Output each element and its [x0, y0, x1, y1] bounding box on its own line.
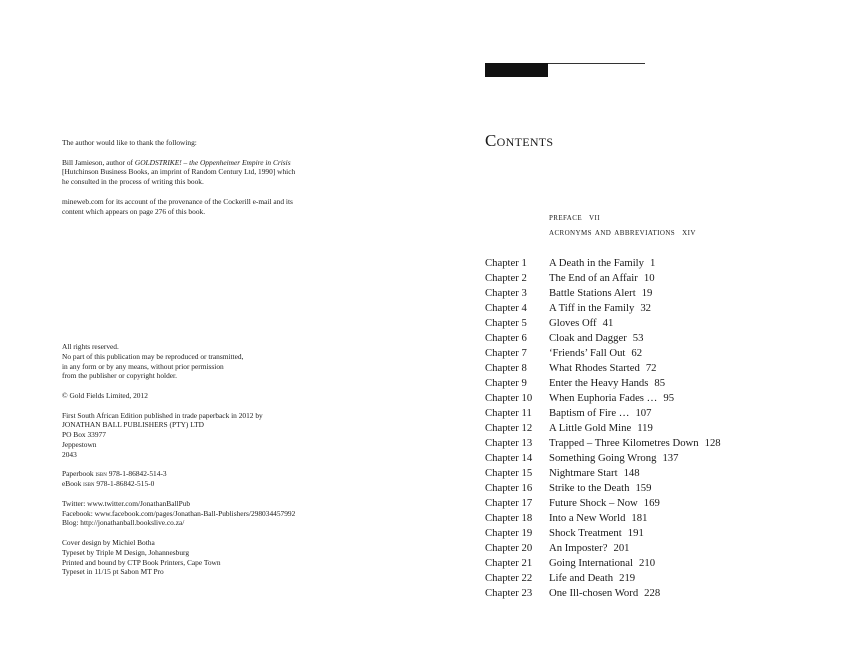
chapter-page-number: 137 [662, 452, 679, 464]
chapter-page-number: 32 [640, 302, 652, 314]
chapter-label: Chapter 16 [485, 482, 533, 494]
toc-row [485, 391, 815, 406]
chapter-title: A Little Gold Mine [549, 422, 632, 434]
chapter-label: Chapter 14 [485, 452, 533, 464]
facebook-line: Facebook: www.facebook.com/pages/Jonathan-Ball-Publishers/298034457992 [62, 508, 296, 518]
typeset-by-line: Typeset by Triple M Design, Johannesburg [62, 547, 190, 557]
rights-line4: from the publisher or copyright holder. [62, 371, 177, 381]
chapter-page-number: 1 [650, 257, 656, 269]
blog-line: Blog: http://jonathanball.bookslive.co.za/ [62, 518, 185, 528]
paperbook-isbn: Paperbook isbn 978-1-86842-514-3 [62, 469, 167, 479]
contents-page [434, 0, 868, 664]
chapter-title: ‘Friends’ Fall Out [549, 347, 626, 359]
chapter-title: What Rhodes Started [549, 362, 640, 374]
chapter-title: Enter the Heavy Hands [549, 377, 649, 389]
chapter-page-number: 53 [632, 332, 644, 344]
chapter-title: Shock Treatment [549, 527, 622, 539]
chapter-page-number: 62 [631, 347, 643, 359]
chapter-page-number: 19 [641, 287, 653, 299]
chapter-label: Chapter 5 [485, 317, 527, 329]
toc-row [485, 481, 815, 496]
rights-block [62, 342, 295, 577]
front-matter-acronyms: acronyms and abbreviations xiv [549, 227, 696, 238]
toc-row [485, 556, 815, 571]
credit-mineweb-line2: content which appears on page 276 of this book. [62, 206, 206, 216]
toc-row [485, 331, 815, 346]
chapter-page-number: 72 [645, 362, 657, 374]
chapter-page-number: 128 [704, 437, 721, 449]
chapter-label: Chapter 12 [485, 422, 533, 434]
chapter-page-number: 107 [635, 407, 652, 419]
chapter-page-number: 41 [602, 317, 614, 329]
chapter-page-number: 10 [643, 272, 655, 284]
toc-row [485, 436, 815, 451]
publisher-name: JONATHAN BALL PUBLISHERS (PTY) LTD [62, 420, 204, 430]
chapter-label: Chapter 6 [485, 332, 527, 344]
cover-design-line: Cover design by Michiel Botha [62, 537, 155, 547]
chapter-page-number: 148 [623, 467, 640, 479]
toc-row [485, 451, 815, 466]
table-of-contents [485, 256, 815, 601]
credit-jamieson-line2: [Hutchinson Business Books, an imprint of Random Century Ltd, 1990] which [62, 167, 296, 177]
page-title: Contents [485, 131, 554, 150]
chapter-title: Battle Stations Alert [549, 287, 636, 299]
chapter-title: Going International [549, 557, 633, 569]
thanks-line: The author would like to thank the following: [62, 138, 197, 147]
publisher-postcode: 2043 [62, 449, 77, 459]
chapter-title: Something Going Wrong [549, 452, 657, 464]
chapter-label: Chapter 8 [485, 362, 527, 374]
typeset-in-line: Typeset in 11/15 pt Sabon MT Pro [62, 567, 164, 577]
header-bar [485, 63, 548, 77]
printed-line: Printed and bound by CTP Book Printers, Cape Town [62, 557, 221, 567]
chapter-title: A Tiff in the Family [549, 302, 635, 314]
chapter-page-number: 119 [637, 422, 653, 434]
copyright-notice: © Gold Fields Limited, 2012 [62, 390, 148, 400]
rights-reserved: All rights reserved. [62, 342, 119, 351]
chapter-page-number: 85 [654, 377, 666, 389]
chapter-title: Trapped – Three Kilometres Down [549, 437, 699, 449]
toc-row [485, 511, 815, 526]
chapter-title: Future Shock – Now [549, 497, 638, 509]
chapter-label: Chapter 13 [485, 437, 533, 449]
credit-jamieson: Bill Jamieson, author of GOLDSTRIKE! – the Oppenheimer Empire in Crisis [62, 157, 291, 167]
chapter-title: An Imposter? [549, 542, 608, 554]
toc-row [485, 496, 815, 511]
chapter-page-number: 210 [639, 557, 656, 569]
publisher-city: Jeppestown [62, 439, 97, 449]
edition-line1: First South African Edition published in trade paperback in 2012 by [62, 410, 263, 420]
toc-row [485, 361, 815, 376]
chapter-label: Chapter 7 [485, 347, 527, 359]
chapter-page-number: 169 [643, 497, 660, 509]
chapter-label: Chapter 10 [485, 392, 533, 404]
chapter-title: The End of an Affair [549, 272, 638, 284]
credit-jamieson-line3: he consulted in the process of writing this book. [62, 177, 204, 187]
chapter-page-number: 219 [619, 572, 636, 584]
chapter-label: Chapter 9 [485, 377, 527, 389]
chapter-label: Chapter 23 [485, 587, 533, 599]
chapter-label: Chapter 18 [485, 512, 533, 524]
chapter-title: Cloak and Dagger [549, 332, 627, 344]
chapter-page-number: 95 [663, 392, 675, 404]
chapter-page-number: 228 [644, 587, 661, 599]
ebook-isbn: eBook isbn 978-1-86842-515-0 [62, 479, 155, 489]
chapter-title: Life and Death [549, 572, 614, 584]
chapter-label: Chapter 3 [485, 287, 527, 299]
chapter-page-number: 191 [627, 527, 644, 539]
chapter-label: Chapter 19 [485, 527, 533, 539]
toc-row [485, 256, 815, 271]
chapter-title: Gloves Off [549, 317, 597, 329]
twitter-line: Twitter: www.twitter.com/JonathanBallPub [62, 498, 191, 508]
toc-row [485, 286, 815, 301]
chapter-page-number: 159 [635, 482, 652, 494]
toc-row [485, 466, 815, 481]
chapter-title: When Euphoria Fades … [549, 392, 658, 404]
chapter-label: Chapter 11 [485, 407, 532, 419]
toc-row [485, 586, 815, 601]
rights-line3: in any form or by any means, without prior permission [62, 361, 224, 371]
chapter-page-number: 201 [613, 542, 630, 554]
toc-row [485, 346, 815, 361]
rights-line2: No part of this publication may be reproduced or transmitted, [62, 351, 244, 361]
toc-row [485, 541, 815, 556]
toc-row [485, 421, 815, 436]
toc-row [485, 316, 815, 331]
book-title: GOLDSTRIKE! – the Oppenheimer Empire in Crisis [134, 157, 291, 167]
toc-row [485, 526, 815, 541]
chapter-page-number: 181 [631, 512, 648, 524]
credit-mineweb: mineweb.com for its account of the provenance of the Cockerill e-mail and its [62, 196, 293, 206]
chapter-label: Chapter 20 [485, 542, 533, 554]
chapter-title: A Death in the Family [549, 257, 644, 269]
header-rule [548, 63, 645, 64]
chapter-title: Baptism of Fire … [549, 407, 630, 419]
toc-row [485, 376, 815, 391]
chapter-label: Chapter 15 [485, 467, 533, 479]
chapter-label: Chapter 1 [485, 257, 527, 269]
acknowledgements [62, 138, 295, 216]
chapter-label: Chapter 2 [485, 272, 527, 284]
chapter-label: Chapter 21 [485, 557, 533, 569]
chapter-title: One Ill-chosen Word [549, 587, 639, 599]
chapter-label: Chapter 17 [485, 497, 533, 509]
publisher-po-box: PO Box 33977 [62, 430, 106, 440]
toc-row [485, 301, 815, 316]
front-matter-preface: preface vii [549, 212, 600, 223]
toc-row [485, 271, 815, 286]
toc-row [485, 406, 815, 421]
chapter-title: Into a New World [549, 512, 626, 524]
chapter-title: Strike to the Death [549, 482, 630, 494]
toc-row [485, 571, 815, 586]
chapter-title: Nightmare Start [549, 467, 618, 479]
chapter-label: Chapter 4 [485, 302, 527, 314]
chapter-label: Chapter 22 [485, 572, 533, 584]
